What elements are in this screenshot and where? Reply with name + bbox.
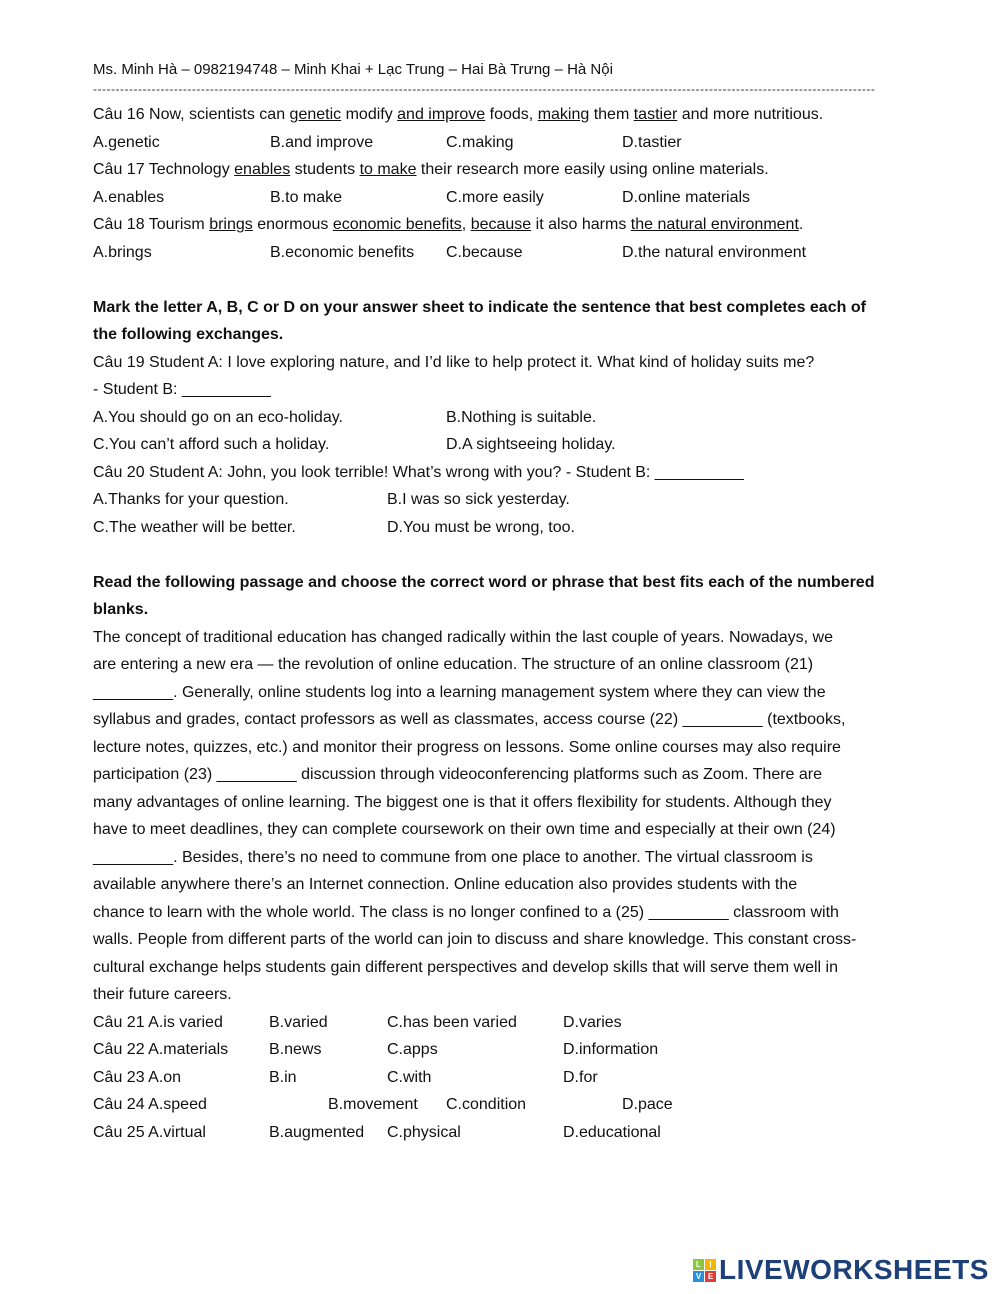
option-a[interactable]: A.Thanks for your question. [93, 491, 289, 508]
option-d[interactable]: D.varies [563, 1013, 622, 1031]
underlined-phrase: the natural environment [630, 216, 799, 233]
question-20-options-row1 [93, 486, 963, 514]
passage-line: lecture notes, quizzes, etc.) and monitor their progress on lessons. Some online courses may also require [93, 738, 841, 756]
sentence-text: enormous [252, 216, 333, 233]
question-18 [93, 211, 963, 239]
passage-line: cultural exchange helps students gain different perspectives and develop skills that will serve them well in [93, 958, 838, 976]
question-19-blank: - Student B: __________ [93, 381, 271, 398]
underlined-phrase: to make [359, 161, 417, 178]
option-a[interactable]: Câu 25 A.virtual [93, 1123, 206, 1141]
option-b[interactable]: B.news [269, 1041, 322, 1058]
passage-line: walls. People from different parts of the world can join to discuss and share knowledge. This constant cross- [93, 931, 857, 948]
sentence-text: , [461, 216, 471, 233]
option-a[interactable]: Câu 22 A.materials [93, 1041, 229, 1058]
sentence-text: it also harms [531, 216, 631, 233]
sentence-text: them [589, 106, 634, 123]
question-19-options-row1 [93, 404, 963, 432]
passage-line: _________. Generally, online students log into a learning management system where they can view the [93, 683, 826, 701]
option-c[interactable]: C.with [387, 1068, 432, 1086]
logo-tile: I [705, 1259, 716, 1270]
option-d[interactable]: D.online materials [622, 188, 751, 206]
option-b[interactable]: B.varied [269, 1013, 328, 1031]
sentence-text: foods, [485, 106, 538, 123]
section-instruction: Read the following passage and choose the correct word or phrase that best fits each of the numbered [93, 573, 875, 591]
option-c[interactable]: C.more easily [446, 188, 544, 206]
underlined-phrase: tastier [633, 106, 678, 123]
sentence-text: Câu 16 Now, scientists can [93, 106, 290, 123]
logo-tile: L [693, 1259, 704, 1270]
option-d[interactable]: D.pace [622, 1096, 673, 1113]
sentence-text: and more nutritious. [677, 106, 824, 123]
option-c[interactable]: C.making [446, 133, 514, 151]
question-22 [93, 1036, 963, 1064]
question-16-options [93, 129, 963, 157]
section-instruction-cont: the following exchanges. [93, 326, 284, 343]
passage-line: have to meet deadlines, they can complete coursework on their own time and especially at their own (24) [93, 821, 836, 838]
option-d[interactable]: D.educational [563, 1123, 661, 1141]
question-18-options [93, 239, 963, 267]
option-a[interactable]: A.You should go on an eco-holiday. [93, 408, 343, 426]
logo-tile: V [693, 1271, 704, 1282]
option-d[interactable]: D.tastier [622, 133, 682, 151]
option-a[interactable]: Câu 23 A.on [93, 1068, 182, 1086]
option-b[interactable]: B.to make [270, 188, 343, 206]
question-19-options-row2 [93, 431, 963, 459]
sentence-text: students [290, 161, 360, 178]
question-21 [93, 1009, 963, 1037]
option-b[interactable]: B.and improve [270, 133, 374, 151]
option-b[interactable]: B.augmented [269, 1123, 365, 1141]
option-d[interactable]: D.information [563, 1041, 659, 1058]
option-a[interactable]: Câu 21 A.is varied [93, 1013, 223, 1031]
logo-tile: E [705, 1271, 716, 1282]
question-17-options [93, 184, 963, 212]
underlined-phrase: because [470, 216, 532, 233]
sentence-text: modify [341, 106, 398, 123]
section-instruction: Mark the letter A, B, C or D on your answer sheet to indicate the sentence that best completes each of [93, 298, 866, 316]
option-c[interactable]: C.because [446, 243, 523, 261]
option-c[interactable]: C.apps [387, 1041, 438, 1058]
section-instruction-cont: blanks. [93, 601, 149, 618]
passage-line: The concept of traditional education has changed radically within the last couple of years. Nowadays, we [93, 628, 833, 646]
sentence-text: their research more easily using online materials. [416, 161, 769, 178]
question-19: Câu 19 Student A: I love exploring nature, and I’d like to help protect it. What kind of holiday suits me? [93, 353, 815, 371]
underlined-phrase: and improve [397, 106, 486, 123]
option-a[interactable]: A.genetic [93, 133, 160, 151]
option-a[interactable]: A.brings [93, 243, 152, 261]
sentence-text: Câu 18 Tourism [93, 216, 210, 233]
passage-line: participation (23) _________ discussion through videoconferencing platforms such as Zoom. There are [93, 766, 823, 783]
underlined-phrase: brings [209, 216, 253, 233]
reading-passage [93, 624, 963, 1009]
option-d[interactable]: D.for [563, 1068, 598, 1086]
option-d[interactable]: D.the natural environment [622, 243, 807, 261]
passage-line: are entering a new era — the revolution of online education. The structure of an online classroom (21) [93, 656, 814, 673]
option-c[interactable]: C.condition [446, 1096, 527, 1113]
option-b[interactable]: B.in [269, 1068, 297, 1086]
cloze-questions [93, 1009, 963, 1147]
option-a[interactable]: A.enables [93, 188, 165, 206]
question-20: Câu 20 Student A: John, you look terrible! What’s wrong with you? - Student B: __________ [93, 463, 744, 481]
question-25 [93, 1119, 963, 1147]
sentence-text: . [798, 216, 804, 233]
option-c[interactable]: C.You can’t afford such a holiday. [93, 436, 330, 453]
option-b[interactable]: B.I was so sick yesterday. [387, 491, 570, 508]
passage-line: available anywhere there’s an Internet connection. Online education also provides students with the [93, 876, 798, 893]
passage-line: chance to learn with the whole world. The class is no longer confined to a (25) _________ classroom with [93, 903, 839, 921]
question-17 [93, 156, 963, 184]
underlined-phrase: genetic [289, 106, 342, 123]
passage-line: syllabus and grades, contact professors as well as classmates, access course (22) _________ (textbooks, [93, 711, 846, 728]
logo-text: LIVEWORKSHEETS [719, 1254, 989, 1285]
option-d[interactable]: D.A sightseeing holiday. [446, 436, 616, 453]
option-c[interactable]: C.physical [387, 1123, 461, 1141]
question-16 [93, 101, 963, 129]
question-24 [93, 1091, 963, 1119]
logo-tiles-icon [693, 1259, 716, 1282]
worksheet-body [93, 101, 963, 1146]
option-b[interactable]: B.movement [328, 1096, 418, 1113]
option-b[interactable]: B.Nothing is suitable. [446, 408, 597, 426]
option-d[interactable]: D.You must be wrong, too. [387, 518, 575, 536]
option-c[interactable]: C.has been varied [387, 1013, 517, 1031]
question-20-options-row2 [93, 514, 963, 542]
option-c[interactable]: C.The weather will be better. [93, 518, 296, 536]
passage-line: _________. Besides, there’s no need to commune from one place to another. The virtual classroom is [93, 848, 813, 866]
header-text: Ms. Minh Hà – 0982194748 – Minh Khai + Lạc Trung – Hai Bà Trưng – Hà Nội [93, 61, 613, 78]
option-a[interactable]: Câu 24 A.speed [93, 1096, 207, 1113]
sentence-text: Câu 17 Technology [93, 161, 235, 178]
underlined-phrase: making [537, 106, 590, 123]
underlined-phrase: enables [234, 161, 291, 178]
question-23 [93, 1064, 963, 1092]
header-divider: ------------------------------------------------------------------------------------------------------------------------------------------------------------------------------ [93, 82, 876, 96]
liveworksheets-logo [693, 1255, 989, 1285]
passage-line: many advantages of online learning. The biggest one is that it offers flexibility for students. Although they [93, 793, 832, 811]
passage-line: their future careers. [93, 986, 232, 1003]
underlined-phrase: economic benefits [332, 216, 462, 233]
option-b[interactable]: B.economic benefits [270, 243, 415, 261]
